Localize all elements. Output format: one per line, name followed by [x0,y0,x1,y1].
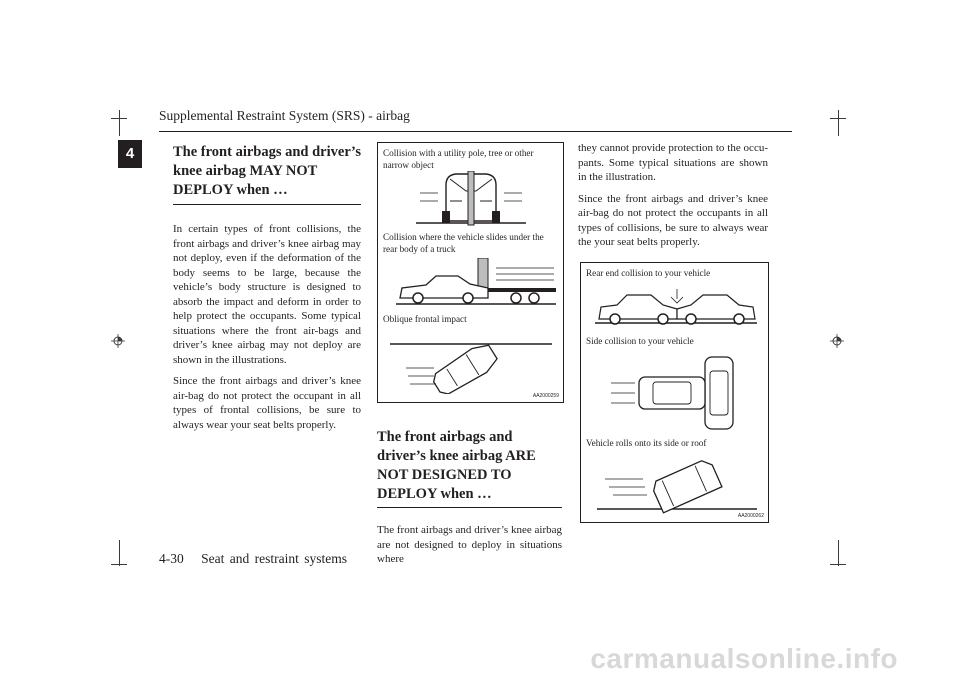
crop-mark [838,110,839,136]
registration-mark-icon [111,334,125,348]
left-column [173,143,361,432]
truck-underride-illustration [396,258,556,308]
section-heading-may-not-deploy: The front airbags and driver’s knee airbag MAY NOT DEPLOY when … [173,144,361,198]
figure-caption: Rear end collision to your vehicle [586,268,711,278]
figure-caption: Collision with a utility pole, tree or other narrow object [383,148,534,170]
right-column [578,141,768,250]
crop-mark [111,564,127,565]
footer-section: Seat and restraint systems [201,551,347,566]
figure-caption: Side collision to your vehicle [586,336,694,346]
figure-caption: Vehicle rolls onto its side or roof [586,438,707,448]
page-header-title: Supplemental Restraint System (SRS) - airbag [159,108,410,123]
paragraph: Since the front airbags and driver’s knee air-bag do not protect the occupants in all types of collisions, be sure to always wear the your seat belts properly. [578,192,768,248]
crop-mark [830,118,846,119]
chapter-tab: 4 [118,140,142,168]
crop-mark [830,564,846,565]
registration-mark-icon [830,334,844,348]
figure-may-not-deploy [377,142,564,403]
paragraph: The front airbags and driver’s knee airbag are not designed to deploy in situations where [377,524,562,565]
paragraph: Since the front airbags and driver’s knee air-bag do not protect the occupant in all types of frontal collisions, be sure to always wear your seat belts properly. [173,375,361,431]
pole-collision-illustration [416,171,526,227]
figure-caption: Collision where the vehicle slides under the rear body of a truck [383,232,544,254]
paragraph: In certain types of front collisions, the front airbags and driver’s knee airbag may not deploy, even if the deformation of the body seems to be large, because the vehicle’s body structure is designed to absorb the impact and deform in order to help protect the occupants. Some typical situations where the front air-bags and driver’s knee airbag may not deploy are shown in the illustrations. [173,223,361,366]
rear-end-collision-illustration [593,285,759,329]
page-footer [159,551,347,567]
crop-mark [119,540,120,566]
header-rule [159,131,792,132]
rollover-illustration [595,455,759,515]
figure-caption: Oblique frontal impact [383,314,467,324]
heading-rule [173,204,361,205]
crop-mark [111,118,127,119]
oblique-impact-illustration [386,338,556,394]
watermark: carmanualsonline.info [590,643,898,674]
figure-code: AA2000262 [737,513,764,519]
figure-not-designed [580,262,769,523]
figure-code: AA2000259 [532,393,559,399]
middle-column [377,428,562,567]
crop-mark [838,540,839,566]
paragraph: they cannot provide protection to the occu-pants. Some typical situations are shown in the illustration. [578,142,768,183]
crop-mark [119,110,120,136]
heading-rule [377,507,562,508]
page-number: 4-30 [159,551,184,566]
section-heading-not-designed: The front airbags and driver’s knee airbag ARE NOT DESIGNED TO DEPLOY when … [377,429,536,502]
side-collision-illustration [609,353,739,433]
